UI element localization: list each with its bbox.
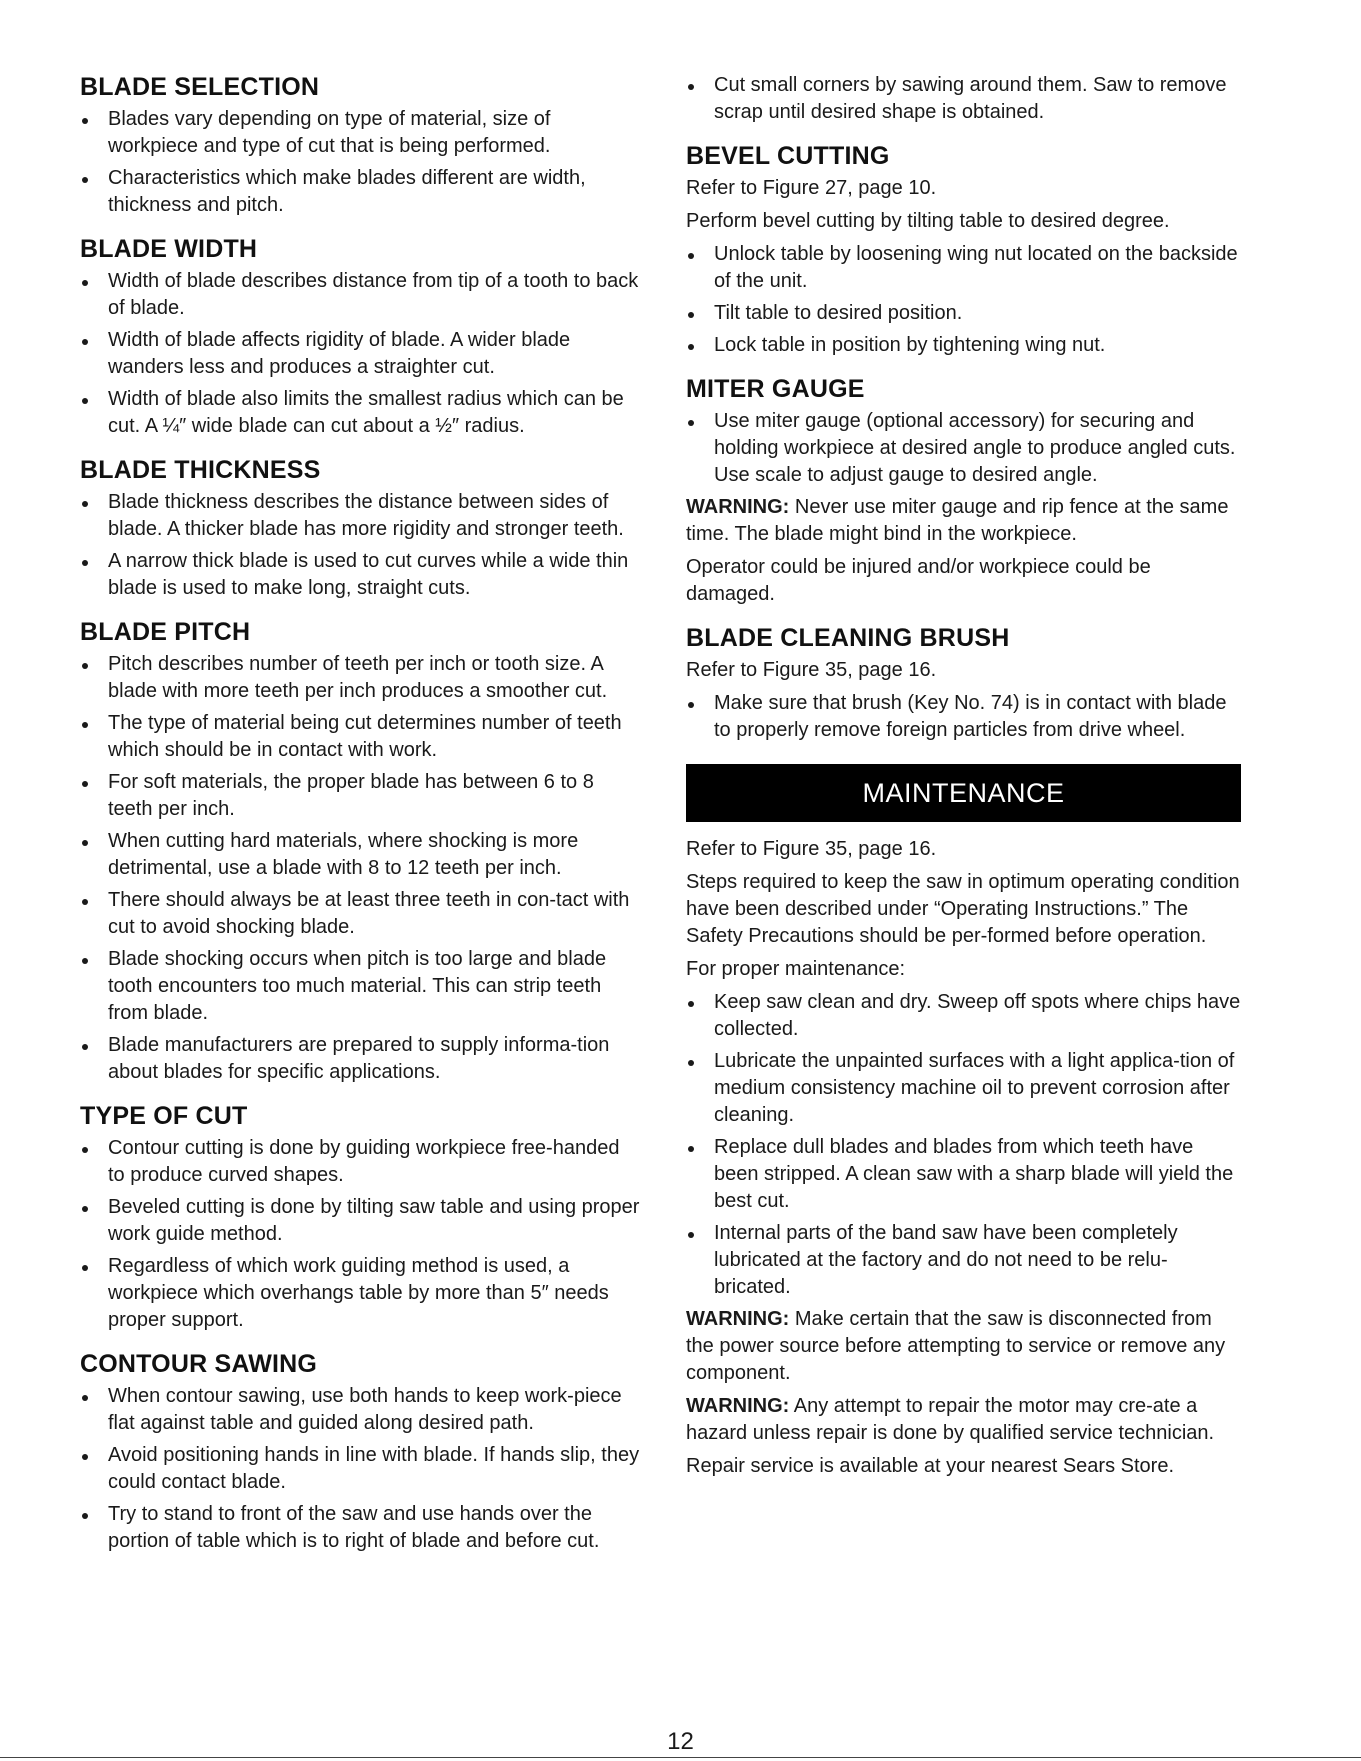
section-blade-width [80, 234, 640, 440]
warning-paragraph [686, 1393, 1241, 1447]
list-item: Lubricate the unpainted surfaces with a light applica-tion of medium consistency machine oil to prevent corrosion after cleaning. [686, 1048, 1241, 1129]
list-item: Unlock table by loosening wing nut located on the backside of the unit. [686, 241, 1241, 295]
paragraph: Repair service is available at your nearest Sears Store. [686, 1455, 1175, 1477]
page-number: 12 [667, 1728, 694, 1755]
paragraph: Perform bevel cutting by tilting table to desired degree. [686, 210, 1170, 232]
list-item: A narrow thick blade is used to cut curves while a wide thin blade is used to make long, straight cuts. [80, 548, 640, 602]
list-item: Cut small corners by sawing around them. Saw to remove scrap until desired shape is obtained. [686, 72, 1241, 126]
bullet-list [686, 241, 1241, 359]
list-item: Try to stand to front of the saw and use hands over the portion of table which is to right of blade and before cut. [80, 1501, 640, 1555]
warning-text: Make certain that the saw is disconnected from the power source before attempting to service or remove any component. [686, 1308, 1226, 1384]
section-blade-cleaning-brush [686, 623, 1241, 744]
bottom-rule [0, 1757, 1361, 1758]
warning-paragraph [686, 494, 1241, 548]
warning-text: Never use miter gauge and rip fence at the same time. The blade might bind in the workpiece. [686, 496, 1229, 545]
warning-label: WARNING: [686, 1395, 790, 1417]
heading-type-of-cut: TYPE OF CUT [80, 1102, 248, 1130]
right-column [686, 72, 1241, 1495]
list-item: Width of blade also limits the smallest radius which can be cut. A ¼″ wide blade can cut about a ½″ radius. [80, 386, 640, 440]
list-item: When cutting hard materials, where shocking is more detrimental, use a blade with 8 to 12 teeth per inch. [80, 828, 640, 882]
list-item: Blade thickness describes the distance between sides of blade. A thicker blade has more rigidity and stronger teeth. [80, 489, 640, 543]
bullet-list [80, 1135, 640, 1334]
section-bevel-cutting [686, 141, 1241, 359]
bullet-list [686, 989, 1241, 1301]
figure-reference: Refer to Figure 27, page 10. [686, 177, 937, 199]
bullet-list [80, 268, 640, 440]
bullet-list [80, 106, 640, 219]
section-blade-pitch [80, 617, 640, 1086]
section-contour-continued [686, 72, 1241, 126]
heading-blade-pitch: BLADE PITCH [80, 618, 251, 646]
figure-reference: Refer to Figure 35, page 16. [686, 838, 937, 860]
heading-blade-selection: BLADE SELECTION [80, 73, 320, 101]
list-item: Width of blade describes distance from tip of a tooth to back of blade. [80, 268, 640, 322]
list-item: Blade manufacturers are prepared to supply informa-tion about blades for specific applications. [80, 1032, 640, 1086]
paragraph: Steps required to keep the saw in optimum operating condition have been described under “Operating Instructions.” The Safety Precautions should be per-formed before operation. [686, 871, 1240, 947]
maintenance-banner: MAINTENANCE [686, 764, 1241, 822]
paragraph: For proper maintenance: [686, 958, 906, 980]
warning-label: WARNING: [686, 496, 790, 518]
warning-label: WARNING: [686, 1308, 790, 1330]
list-item: Contour cutting is done by guiding workpiece free-handed to produce curved shapes. [80, 1135, 640, 1189]
bullet-list [686, 690, 1241, 744]
list-item: The type of material being cut determines number of teeth which should be in contact with work. [80, 710, 640, 764]
paragraph: Operator could be injured and/or workpiece could be damaged. [686, 556, 1151, 605]
list-item: Keep saw clean and dry. Sweep off spots where chips have collected. [686, 989, 1241, 1043]
bullet-list [686, 408, 1241, 489]
list-item: Width of blade affects rigidity of blade. A wider blade wanders less and produces a straighter cut. [80, 327, 640, 381]
list-item: Tilt table to desired position. [686, 300, 1241, 327]
warning-paragraph [686, 1306, 1241, 1387]
list-item: Pitch describes number of teeth per inch or tooth size. A blade with more teeth per inch produces a smoother cut. [80, 651, 640, 705]
heading-bevel-cutting: BEVEL CUTTING [686, 142, 890, 170]
left-column [80, 72, 640, 1570]
bullet-list [80, 489, 640, 602]
list-item: Avoid positioning hands in line with blade. If hands slip, they could contact blade. [80, 1442, 640, 1496]
list-item: Make sure that brush (Key No. 74) is in contact with blade to properly remove foreign particles from drive wheel. [686, 690, 1241, 744]
section-blade-selection [80, 72, 640, 219]
list-item: Beveled cutting is done by tilting saw table and using proper work guide method. [80, 1194, 640, 1248]
heading-blade-width: BLADE WIDTH [80, 235, 258, 263]
heading-contour-sawing: CONTOUR SAWING [80, 1350, 318, 1378]
bullet-list [686, 72, 1241, 126]
heading-blade-thickness: BLADE THICKNESS [80, 456, 321, 484]
section-miter-gauge [686, 374, 1241, 608]
heading-miter-gauge: MITER GAUGE [686, 375, 865, 403]
list-item: Blade shocking occurs when pitch is too large and blade tooth encounters too much material. This can strip teeth from blade. [80, 946, 640, 1027]
list-item: Regardless of which work guiding method is used, a workpiece which overhangs table by more than 5″ needs proper support. [80, 1253, 640, 1334]
list-item: Internal parts of the band saw have been completely lubricated at the factory and do not need to be relu-bricated. [686, 1220, 1241, 1301]
list-item: When contour sawing, use both hands to keep work-piece flat against table and guided along desired path. [80, 1383, 640, 1437]
list-item: Lock table in position by tightening wing nut. [686, 332, 1241, 359]
list-item: Use miter gauge (optional accessory) for securing and holding workpiece at desired angle to produce angled cuts. Use scale to adjust gauge to desired angle. [686, 408, 1241, 489]
section-contour-sawing [80, 1349, 640, 1555]
list-item: There should always be at least three teeth in con-tact with cut to avoid shocking blade. [80, 887, 640, 941]
warning-text: Any attempt to repair the motor may cre-ate a hazard unless repair is done by qualified service technician. [686, 1395, 1215, 1444]
list-item: Replace dull blades and blades from which teeth have been stripped. A clean saw with a sharp blade will yield the best cut. [686, 1134, 1241, 1215]
figure-reference: Refer to Figure 35, page 16. [686, 659, 937, 681]
section-type-of-cut [80, 1101, 640, 1334]
list-item: Blades vary depending on type of material, size of workpiece and type of cut that is being performed. [80, 106, 640, 160]
bullet-list [80, 1383, 640, 1555]
list-item: For soft materials, the proper blade has between 6 to 8 teeth per inch. [80, 769, 640, 823]
bullet-list [80, 651, 640, 1086]
section-maintenance [686, 836, 1241, 1480]
heading-blade-cleaning-brush: BLADE CLEANING BRUSH [686, 624, 1010, 652]
section-blade-thickness [80, 455, 640, 602]
list-item: Characteristics which make blades different are width, thickness and pitch. [80, 165, 640, 219]
